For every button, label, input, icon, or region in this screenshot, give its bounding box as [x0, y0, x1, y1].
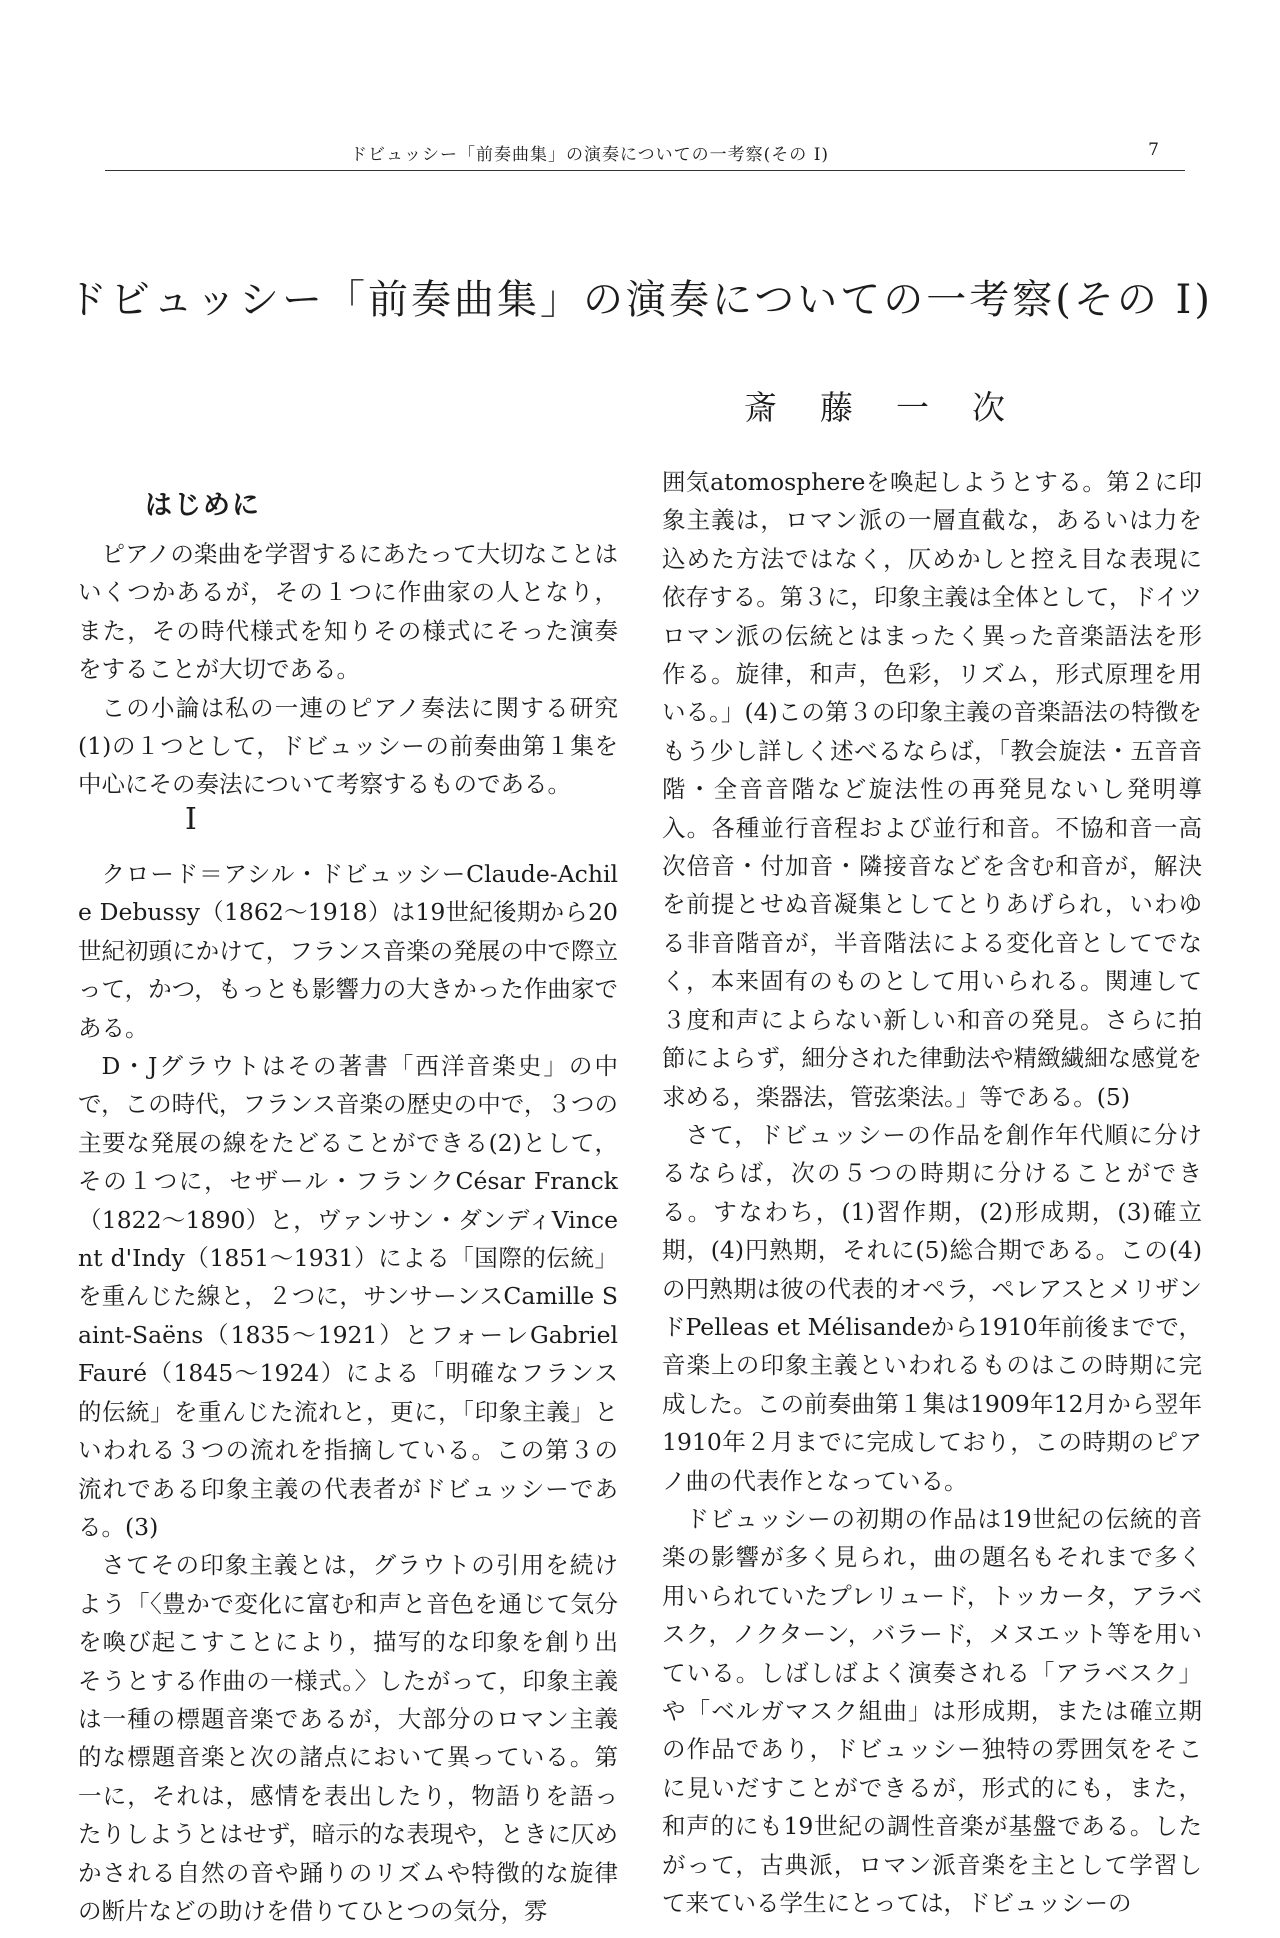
running-title: ドビュッシー「前奏曲集」の演奏についての一考察(その I) — [350, 145, 830, 165]
section-heading-1: I — [185, 802, 197, 837]
section1-right-column — [662, 463, 1202, 1922]
article-title: ドビュッシー「前奏曲集」の演奏についての一考察(その I) — [67, 277, 1213, 323]
intro-paragraph-2: この小論は私の一連のピアノ奏法に関する研究(1)の１つとして，ドビュッシーの前奏曲第１集を中心にその奏法について考察するものである。 — [78, 693, 618, 799]
section1-paragraph-4: 囲気atomosphereを喚起しようとする。第２に印象主義は，ロマン派の一層直截な，あるいは力を込めた方法ではなく，仄めかしと控え目な表現に依存する。第３に，印象主義は全体として，ドイツロマン派の伝統とはまったく異った音楽語法を形作る。旋律，和声，色彩，リズム，形式原理を用いる。」(4)この第３の印象主義の音楽語法の特徴をもう少し詳しく述べるならば，「教会旋法・五音音階・全音音階など旋法性の再発見ないし発明導入。各種並行音程および並行和音。不協和音一高次倍音・付加音・隣接音などを含む和音が，解決を前提とせぬ音凝集としてとりあげられ，いわゆる非音階音が，半音階法による変化音としてでなく，本来固有のものとして用いられる。関連して３度和声によらない新しい和音の発見。さらに拍節によらず，細分された律動法や精緻繊細な感覚を求める，楽器法，管弦楽法。」等である。(5) — [662, 468, 1202, 1111]
intro-body — [78, 535, 618, 804]
section1-paragraph-3: さてその印象主義とは，グラウトの引用を続けよう「〈豊かで変化に富む和声と音色を通じて気分を喚び起こすことにより，描写的な印象を創り出そうとする作曲の一様式。〉したがって，印象主義は一種の標題音楽であるが，大部分のロマン主義的な標題音楽と次の諸点において異っている。第一に，それは，感情を表出したり，物語りを語ったりしようとはせず，暗示的な表現や，ときに仄めかされる自然の音や踊りのリズムや特徴的な旋律の断片などの助けを借りてひとつの気分，雰 — [78, 1551, 618, 1925]
section1-left-column — [78, 855, 618, 1930]
header-rule — [105, 170, 1185, 171]
section1-paragraph-2: D・Jグラウトはその著書「西洋音楽史」の中で，この時代，フランス音楽の歴史の中で，３つの主要な発展の線をたどることができる(2)として，その１つに，セザール・フランクCésar Franck（1822〜1890）と，ヴァンサン・ダンディVincent d'Indy（1851〜1931）による「国際的伝統」を重んじた線と，２つに，サンサーンスCamille Saint-Saëns（1835〜1921）とフォーレGabriel Fauré（1845〜1924）による「明確なフランス的伝統」を重んじた流れと，更に，「印象主義」といわれる３つの流れを指摘している。この第３の流れである印象主義の代表者がドビュッシーである。(3) — [78, 1052, 618, 1541]
section1-paragraph-5: さて，ドビュッシーの作品を創作年代順に分けるならば，次の５つの時期に分けることができる。すなわち，(1)習作期，(2)形成期，(3)確立期，(4)円熟期，それに(5)総合期である。この(4)の円熟期は彼の代表的オペラ，ペレアスとメリザンドPelleas et Mélisandeから1910年前後までで，音楽上の印象主義といわれるものはこの時期に完成した。この前奏曲第１集は1909年12月から翌年1910年２月までに完成しており，この時期のピアノ曲の代表作となっている。 — [662, 1120, 1202, 1495]
intro-paragraph-1: ピアノの楽曲を学習するにあたって大切なことはいくつかあるが，その１つに作曲家の人となり，また，その時代様式を知りその様式にそった演奏をすることが大切である。 — [78, 540, 618, 684]
section1-paragraph-6: ドビュッシーの初期の作品は19世紀の伝統的音楽の影響が多く見られ，曲の題名もそれまで多く用いられていたプレリュード，トッカータ，アラベスク，ノクターン，バラード，メヌエット等を用いている。しばしばよく演奏される「アラベスク」や「ベルガマスク組曲」は形成期，または確立期の作品であり，ドビュッシー独特の雰囲気をそこに見いだすことができるが，形式的にも，また，和声的にも19世紀の調性音楽が基盤である。したがって，古典派，ロマン派音楽を主として学習して来ている学生にとっては，ドビュッシーの — [662, 1504, 1202, 1918]
author-name: 斎藤一次 — [744, 388, 1048, 427]
section1-paragraph-1: クロード＝アシル・ドビュッシーClaude-Achile Debussy（1862〜1918）は19世紀後期から20世紀初頭にかけて，フランス音楽の発展の中で際立って，かつ，もっとも影響力の大きかった作曲家である。 — [78, 860, 618, 1042]
intro-heading: はじめに — [145, 490, 261, 521]
page-number: 7 — [1148, 140, 1160, 160]
